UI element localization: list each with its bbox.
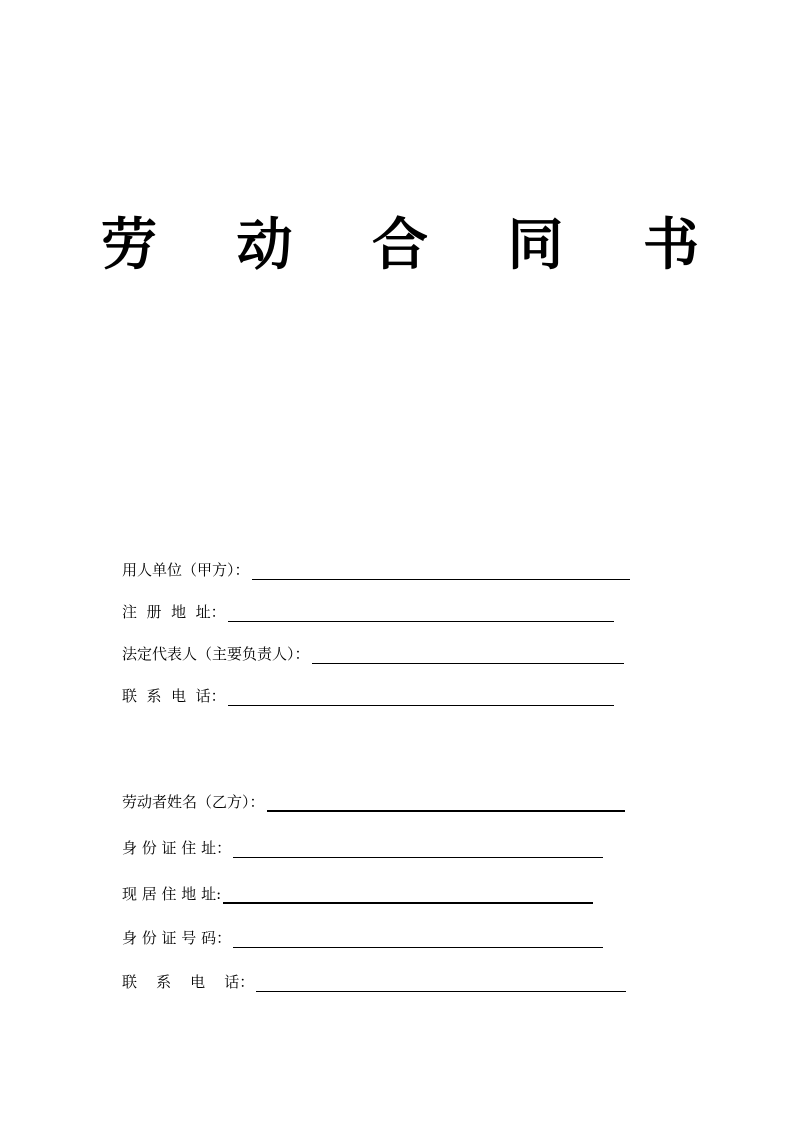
id-address-input[interactable] bbox=[233, 856, 603, 858]
employer-name-label: 用人单位（甲方）： bbox=[122, 561, 250, 579]
employer-name-field bbox=[122, 552, 630, 582]
id-number-field bbox=[122, 920, 603, 950]
employer-name-input[interactable] bbox=[252, 578, 630, 580]
current-address-input[interactable] bbox=[223, 901, 593, 904]
id-number-label: 身 份 证 号 码： bbox=[122, 929, 232, 947]
employer-phone-field bbox=[122, 678, 614, 708]
id-number-input[interactable] bbox=[233, 946, 603, 948]
id-address-field bbox=[122, 830, 603, 860]
employer-phone-label: 联 系 电 话： bbox=[122, 687, 226, 705]
registered-address-label: 注 册 地 址： bbox=[122, 603, 226, 621]
employee-phone-label: 联 系 电 话： bbox=[122, 973, 255, 991]
registered-address-input[interactable] bbox=[228, 620, 614, 622]
employer-phone-input[interactable] bbox=[228, 704, 614, 706]
employee-name-label: 劳动者姓名（乙方）： bbox=[122, 793, 265, 811]
registered-address-field bbox=[122, 594, 614, 624]
employee-name-input[interactable] bbox=[267, 809, 625, 812]
id-address-label: 身 份 证 住 址： bbox=[122, 839, 232, 857]
legal-representative-input[interactable] bbox=[312, 662, 624, 664]
legal-representative-label: 法定代表人（主要负责人）： bbox=[122, 645, 310, 663]
legal-representative-field bbox=[122, 636, 624, 666]
employee-name-field bbox=[122, 784, 625, 814]
current-address-label: 现 居 住 地 址: bbox=[122, 885, 222, 903]
employee-phone-field bbox=[122, 964, 626, 994]
employee-phone-input[interactable] bbox=[256, 990, 626, 992]
document-title: 劳 动 合 同 书 bbox=[101, 212, 729, 278]
current-address-field bbox=[122, 876, 593, 906]
